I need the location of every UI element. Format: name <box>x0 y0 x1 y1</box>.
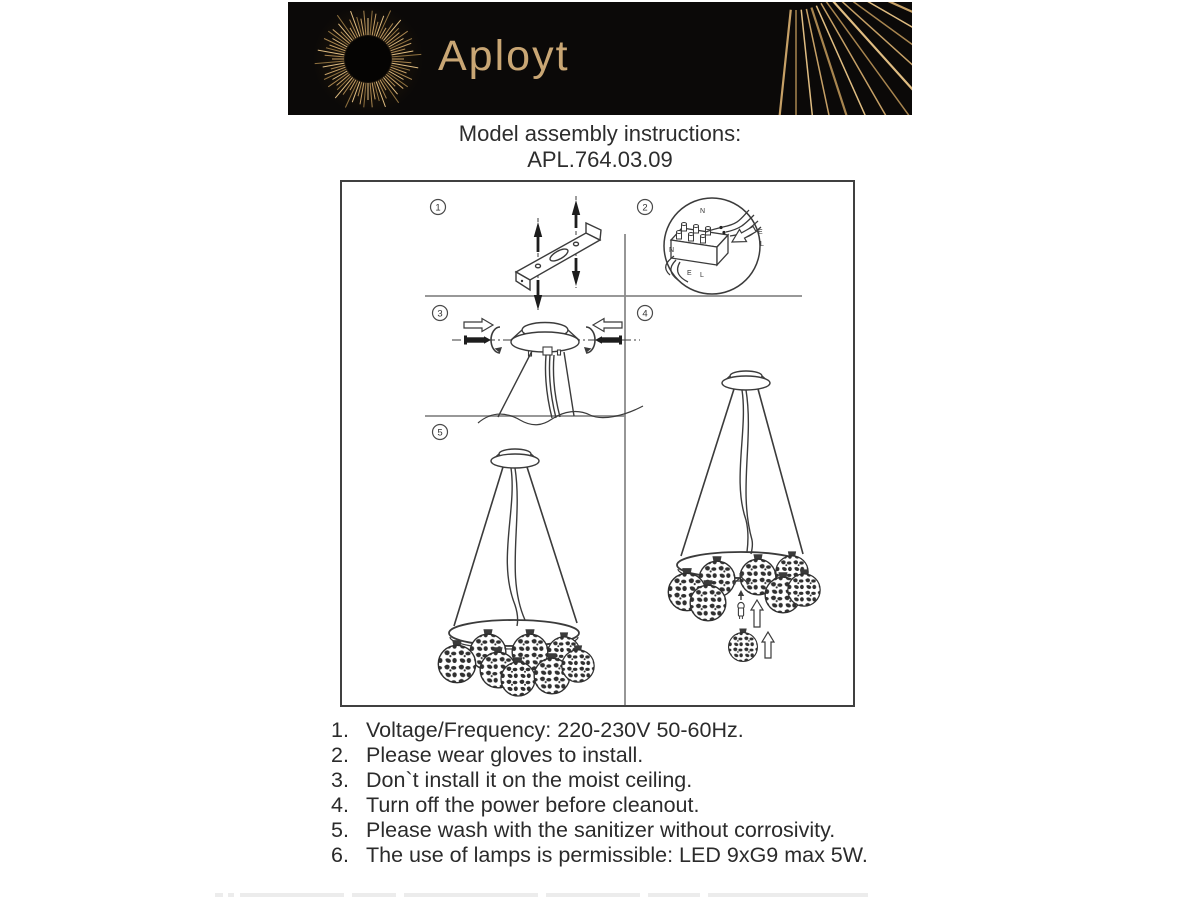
svg-text:2: 2 <box>642 202 648 214</box>
instruction-item: 5. Please wash with the sanitizer without corrosivity. <box>331 817 836 842</box>
step-4-chandelier-illustration <box>668 371 820 661</box>
svg-text:4: 4 <box>642 308 648 320</box>
instruction-item: 2. Please wear gloves to install. <box>331 742 644 767</box>
step-4-marker <box>638 306 653 321</box>
step-2-marker <box>638 200 653 215</box>
title-block <box>0 121 1200 173</box>
step-2-wiring-illustration <box>664 198 764 294</box>
step-5-assembled-illustration <box>438 449 594 696</box>
svg-text:3: 3 <box>437 308 443 320</box>
step-5-marker <box>433 425 448 440</box>
instruction-item: 3. Don`t install it on the moist ceiling. <box>331 767 693 792</box>
svg-text:L: L <box>760 241 764 248</box>
brand-banner <box>288 2 912 115</box>
model-number: APL.764.03.09 <box>527 147 673 172</box>
diagram-border <box>341 181 854 706</box>
svg-text:5: 5 <box>437 427 443 439</box>
svg-text:N: N <box>700 208 706 215</box>
step-1-bracket-illustration <box>516 196 601 310</box>
step-3-marker <box>433 306 448 321</box>
instruction-item: 6. The use of lamps is permissible: LED 9xG9 max 5W. <box>331 842 868 867</box>
instruction-item: 4. Turn off the power before cleanout. <box>331 792 700 817</box>
brand-name: Aployt <box>438 32 570 80</box>
svg-text:1: 1 <box>435 202 441 214</box>
assembly-diagram <box>340 180 855 707</box>
svg-text:E: E <box>687 270 692 277</box>
step-3-canopy-illustration <box>452 319 643 425</box>
instruction-list <box>331 718 868 867</box>
decorative-rays <box>288 2 912 115</box>
step-1-marker <box>431 200 446 215</box>
page-title: Model assembly instructions: <box>458 121 742 146</box>
svg-text:N: N <box>669 247 675 254</box>
instruction-item: 1. Voltage/Frequency: 220-230V 50-60Hz. <box>331 718 744 742</box>
svg-text:E: E <box>758 229 763 236</box>
svg-text:L: L <box>700 272 704 279</box>
